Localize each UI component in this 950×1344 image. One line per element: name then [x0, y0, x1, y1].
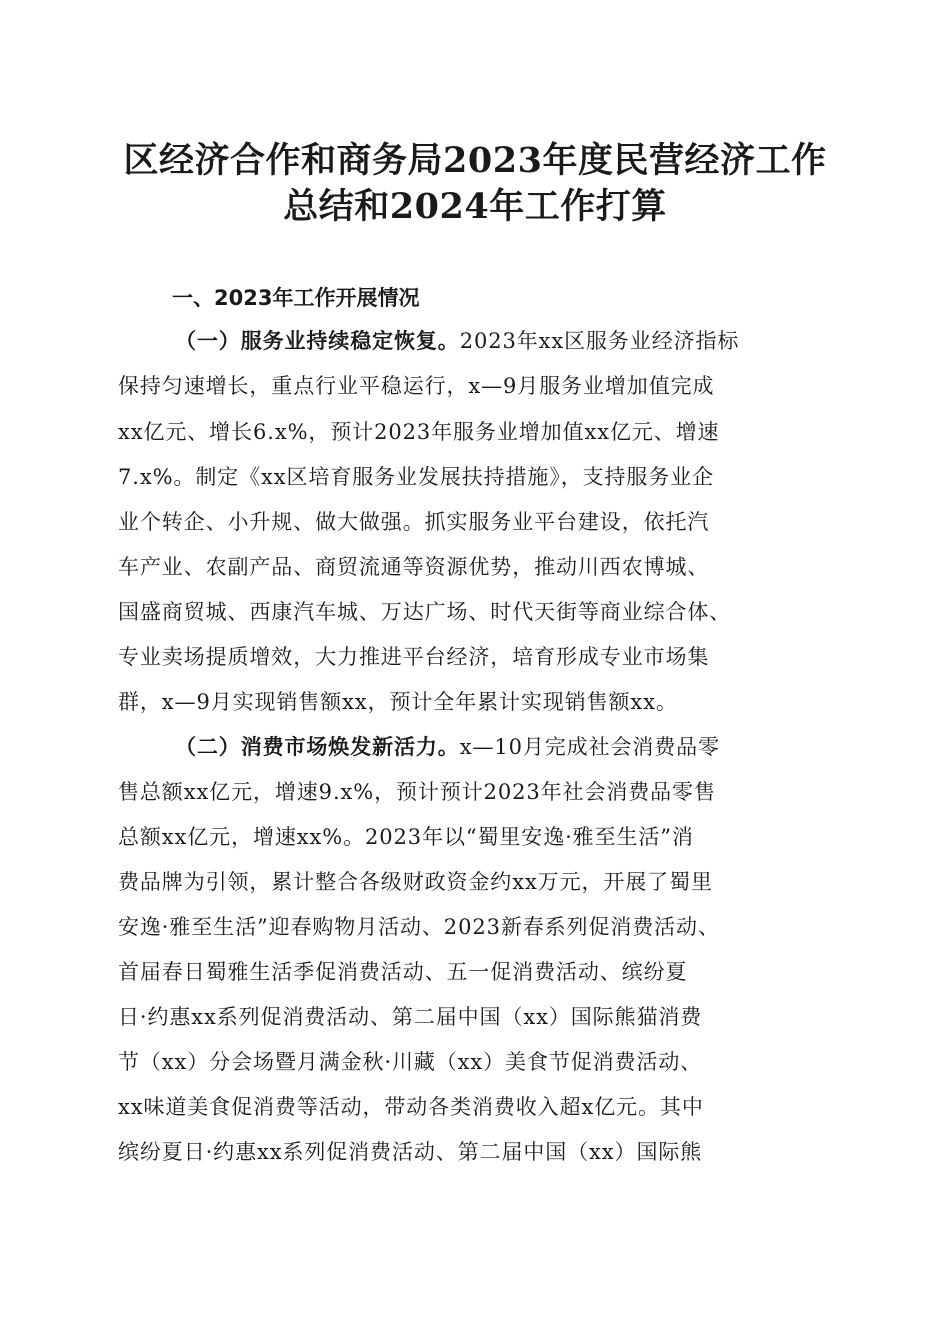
paragraph-1-line: 群，x—9月实现销售额xx，预计全年累计实现销售额xx。	[118, 690, 678, 714]
paragraph-1-lead: （一）服务业持续稳定恢复。	[175, 328, 460, 353]
paragraph-2-line: 日·约惠xx系列促消费活动、第二届中国（xx）国际熊猫消费	[118, 1005, 703, 1029]
paragraph-2-line: xx味道美食促消费等活动，带动各类消费收入超x亿元。其中	[118, 1095, 704, 1119]
paragraph-1-line: 保持匀速增长，重点行业平稳运行，x—9月服务业增加值完成	[118, 374, 715, 398]
document-title-line-2: 总结和2024年工作打算	[283, 186, 667, 227]
document-title-line-1: 区经济合作和商务局2023年度民营经济工作	[123, 140, 827, 181]
paragraph-2-line: 费品牌为引领，累计整合各级财政资金约xx万元，开展了蜀里	[118, 870, 713, 894]
paragraph-2-line: 节（xx）分会场暨月满金秋·川藏（xx）美食节促消费活动、	[118, 1050, 703, 1074]
paragraph-1-line: 业个转企、小升规、做大做强。抓实服务业平台建设，依托汽	[118, 510, 710, 534]
section-heading: 一、2023年工作开展情况	[172, 286, 420, 310]
paragraph-2-line: 缤纷夏日·约惠xx系列促消费活动、第二届中国（xx）国际熊	[118, 1140, 703, 1164]
paragraph-1-first-rest: 2023年xx区服务业经济指标	[459, 329, 740, 353]
paragraph-1-line-1	[175, 321, 739, 361]
paragraph-2-lead: （二）消费市场焕发新活力。	[175, 734, 460, 759]
paragraph-2-first-rest: x—10月完成社会消费品零	[459, 735, 720, 759]
paragraph-2-line-1	[175, 727, 720, 767]
paragraph-1-line: 专业卖场提质增效，大力推进平台经济，培育形成专业市场集	[118, 645, 710, 669]
paragraph-2-line: 安逸·雅至生活”迎春购物月活动、2023新春系列促消费活动、	[118, 915, 720, 939]
paragraph-2-line: 售总额xx亿元，增速9.x%，预计预计2023年社会消费品零售	[118, 780, 716, 804]
paragraph-1-line: 7.x%。制定《xx区培育服务业发展扶持措施》，支持服务业企	[118, 465, 715, 489]
paragraph-2-line: 首届春日蜀雅生活季促消费活动、五一促消费活动、缤纷夏	[118, 960, 688, 984]
paragraph-1-line: 国盛商贸城、西康汽车城、万达广场、时代天街等商业综合体、	[118, 600, 732, 624]
paragraph-2-line: 总额xx亿元，增速xx%。2023年以“蜀里安逸·雅至生活”消	[118, 825, 694, 849]
paragraph-1-line: xx亿元、增长6.x%，预计2023年服务业增加值xx亿元、增速	[118, 420, 720, 444]
paragraph-1-line: 车产业、农副产品、商贸流通等资源优势，推动川西农博城、	[118, 555, 710, 579]
